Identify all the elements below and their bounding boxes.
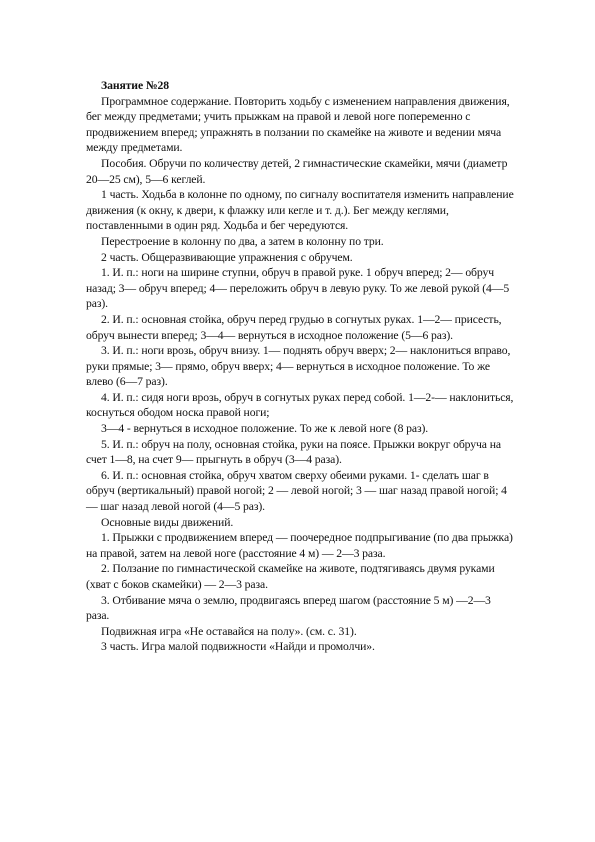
paragraph-exercise-1: 1. И. п.: ноги на ширине ступни, обруч в правой руке. 1 обруч вперед; 2— обруч назад; 3— обруч вперед; 4— переложить обруч в левую руку. То же левой рукой (4—5 раз). (86, 266, 510, 311)
paragraph-exercise-2: 2. И. п.: основная стойка, обруч перед грудью в согнутых руках. 1—2— присесть, обруч вынести вперед; 3—4— вернуться в исходное положение (5—6 раз). (86, 312, 502, 342)
paragraph-regrouping: Перестроение в колонну по два, а затем в колонну по три. (101, 234, 384, 248)
paragraph-movement-1: 1. Прыжки с продвижением вперед — поочередное подпрыгивание (по два прыжка) на правой, затем на левой ноге (расстояние 4 м) — 2—3 раза. (86, 531, 513, 560)
lesson-title: Занятие №28 (101, 79, 169, 92)
paragraph-part-1: 1 часть. Ходьба в колонне по одному, по сигналу воспитателя изменить направление движения (к окну, к двери, к флажку или кегле и т. д.). Бег между кеглями, поставленными в один ряд. Ходьба и бег чередуются. (86, 188, 514, 233)
paragraph-active-game: Подвижная игра «Не оставайся на полу». (см. с. 31). (101, 624, 357, 638)
paragraph-movement-2: 2. Ползание по гимнастической скамейке на животе, подтягиваясь двумя руками (хват с боков скамейки) — 2—3 раза. (86, 562, 495, 591)
paragraph-materials: Пособия. Обручи по количеству детей, 2 гимнастические скамейки, мячи (диаметр 20—25 см), 5—6 кеглей. (86, 156, 508, 186)
paragraph-exercise-4: 4. И. п.: сидя ноги врозь, обруч в согнутых руках перед собой. 1—2-— наклониться, коснуться ободом носка правой ноги; (86, 390, 514, 420)
paragraph-part-2: 2 часть. Общеразвивающие упражнения с обручем. (101, 250, 353, 264)
paragraph-program-content: Программное содержание. Повторить ходьбу с изменением направления движения, бег между предметами; учить прыжкам на правой и левой ноге попеременно с продвижением вперед; упражнять в ползании по скамейке на животе и ведении мяча между предметами. (86, 94, 510, 155)
paragraph-exercise-3: 3. И. п.: ноги врозь, обруч внизу. 1— поднять обруч вверх; 2— наклониться вправо, руки прямые; 3— прямо, обруч вверх; 4— вернуться в исходное положение. То же влево (6—7 раз). (86, 344, 511, 389)
paragraph-exercise-5: 5. И. п.: обруч на полу, основная стойка, руки на поясе. Прыжки вокруг обруча на счет 1—8, на счет 9— прыгнуть в обруч (3—4 раза). (86, 437, 501, 467)
paragraph-movement-3: 3. Отбивание мяча о землю, продвигаясь вперед шагом (расстояние 5 м) —2—3 раза. (86, 593, 491, 623)
paragraph-main-movements: Основные виды движений. (101, 515, 234, 529)
document-body (86, 78, 516, 655)
paragraph-exercise-4-cont: 3—4 - вернуться в исходное положение. То же к левой ноге (8 раз). (101, 422, 429, 436)
paragraph-exercise-6: 6. И. п.: основная стойка, обруч хватом сверху обеими руками. 1- сделать шаг в обруч (вертикальный) правой ногой; 2 — левой ногой; 3 — шаг назад правой ногой; 4 — шаг назад левой ногой (4—5 раз). (86, 468, 507, 514)
paragraph-part-3: 3 часть. Игра малой подвижности «Найди и промолчи». (101, 640, 375, 654)
